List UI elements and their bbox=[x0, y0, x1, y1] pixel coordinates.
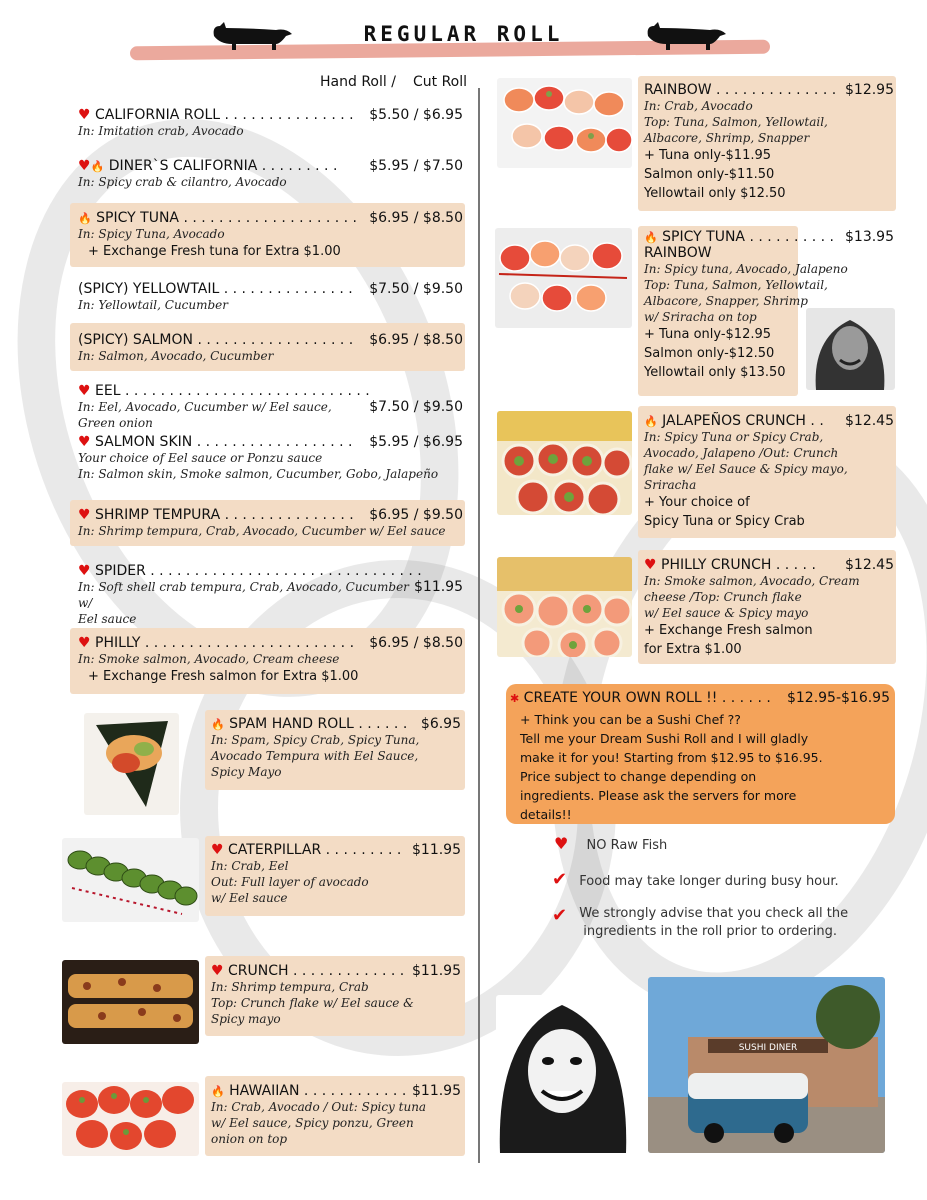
menu-item-hawaiian: 🔥 HAWAIIAN . . . . . . . . . . . . $11.95 In: Crab, Avocado / Out: Spicy tuna w/ Eel sauce, Spicy ponzu, Green onion on top bbox=[211, 1083, 461, 1146]
menu-item-spicy-tuna-rainbow: 🔥 SPICY TUNA . . . . . . . . . . $13.95 RAINBOW In: Spicy tuna, Avocado, Jalapeno Top: Tuna, Salmon, Yellowtail, Albacore, Snapper, Shrimp w/ Sriracha on top + Tuna only-$12.95 Salmon only-$12.50 Yellowtail only $13.50 bbox=[644, 229, 894, 380]
heart-icon: ♥ bbox=[78, 434, 91, 450]
menu-item-caterpillar: ♥ CATERPILLAR . . . . . . . . . $11.95 In: Crab, Eel Out: Full layer of avocado w/ Eel sauce bbox=[211, 842, 461, 905]
heart-icon: ♥ bbox=[78, 507, 91, 523]
page-title: REGULAR ROLL bbox=[363, 22, 564, 46]
heart-icon: ♥ bbox=[78, 107, 91, 123]
rainbow-roll-photo bbox=[497, 78, 632, 168]
check-icon: ✔ bbox=[552, 905, 568, 926]
crunch-roll-photo bbox=[62, 960, 199, 1044]
heart-icon: ♥ bbox=[78, 563, 91, 579]
menu-item-spicy-tuna: 🔥 SPICY TUNA . . . . . . . . . . . . . . . . . . . . $6.95 / $8.50 In: Spicy Tuna, Avocado + Exchange Fresh tuna for Extra $1.00 bbox=[78, 210, 463, 259]
restaurant-van-photo bbox=[648, 977, 885, 1153]
heart-icon: ♥ bbox=[211, 842, 224, 858]
fire-icon: 🔥 bbox=[644, 415, 658, 428]
menu-item-philly-crunch: ♥ PHILLY CRUNCH . . . . . $12.45 In: Smoke salmon, Avocado, Cream cheese /Top: Crunch flake w/ Eel sauce & Spicy mayo + Exchange Fresh salmon for Extra $1.00 bbox=[644, 557, 894, 657]
price: $7.50 / $9.50 bbox=[369, 399, 463, 415]
price: $12.95-$16.95 bbox=[786, 690, 890, 706]
menu-item-jalapenos-crunch: 🔥 JALAPEÑOS CRUNCH . . $12.45 In: Spicy Tuna or Spicy Crab, Avocado, Jalapeno /Out: Crunch flake w/ Eel Sauce & Spicy mayo, Sriracha + Your choice of Spicy Tuna or Spicy Crab bbox=[644, 413, 894, 529]
create-your-own-roll-box: ✱ CREATE YOUR OWN ROLL !! . . . . . . $12.95-$16.95 + Think you can be a Sushi Chef ?? Tell me your Dream Sushi Roll and I will gladly make it for you! Starting from $12.95 to $16.95. Price subject to change depending on ingredients. Please ask the servers for more details!! bbox=[506, 684, 895, 824]
note-check-ingredients: ✔ We strongly advise that you check all the ingredients in the roll prior to ordering. bbox=[552, 905, 849, 939]
price: $6.95 / $9.50 bbox=[369, 507, 463, 523]
fire-icon: 🔥 bbox=[90, 160, 105, 173]
note-busy-hour: ✔ Food may take longer during busy hour. bbox=[552, 869, 839, 890]
price: $6.95 / $8.50 bbox=[369, 635, 463, 651]
heart-icon: ♥ bbox=[211, 963, 224, 979]
fire-icon: 🔥 bbox=[211, 718, 225, 731]
column-header-hand-roll: Hand Roll / bbox=[320, 74, 396, 90]
dachshund-icon bbox=[640, 14, 730, 54]
restaurant-sign: SUSHI DINER bbox=[738, 1043, 798, 1053]
menu-item-crunch: ♥ CRUNCH . . . . . . . . . . . . . $11.95 In: Shrimp tempura, Crab Top: Crunch flake w/ Eel sauce & Spicy mayo bbox=[211, 963, 461, 1026]
jalapenos-crunch-photo bbox=[497, 411, 632, 515]
menu-item-california-roll: ♥ CALIFORNIA ROLL . . . . . . . . . . . . . . . $5.50 / $6.95 In: Imitation crab, Avocado bbox=[78, 107, 463, 138]
menu-item-rainbow: RAINBOW . . . . . . . . . . . . . . $12.95 In: Crab, Avocado Top: Tuna, Salmon, Yellowtail, Albacore, Shrimp, Snapper + Tuna only-$11.95 Salmon only-$11.50 Yellowtail only $12.50 bbox=[644, 82, 894, 201]
heart-icon: ♥ bbox=[554, 834, 569, 853]
hawaiian-roll-photo bbox=[62, 1082, 199, 1156]
price: $6.95 bbox=[420, 716, 461, 732]
menu-item-diners-california: ♥🔥 DINER`S CALIFORNIA . . . . . . . . . $5.95 / $7.50 In: Spicy crab & cilantro, Avocado bbox=[78, 158, 463, 189]
price: $11.95 bbox=[412, 842, 461, 858]
price: $12.95 bbox=[845, 82, 894, 98]
price: $11.95 bbox=[412, 1083, 461, 1099]
column-header-cut-roll: Cut Roll bbox=[413, 74, 468, 90]
fire-icon: 🔥 bbox=[211, 1085, 225, 1098]
check-icon: ✔ bbox=[552, 869, 568, 890]
price: $11.95 bbox=[414, 579, 463, 595]
menu-item-shrimp-tempura: ♥ SHRIMP TEMPURA . . . . . . . . . . . . . . . $6.95 / $9.50 In: Shrimp tempura, Crab, Avocado, Cucumber w/ Eel sauce bbox=[78, 507, 463, 538]
menu-item-spicy-yellowtail: (SPICY) YELLOWTAIL . . . . . . . . . . . . . . . $7.50 / $9.50 In: Yellowtail, Cucumber bbox=[78, 281, 463, 312]
heart-icon: ♥ bbox=[78, 635, 91, 651]
fire-icon: 🔥 bbox=[644, 231, 658, 244]
price: $5.50 / $6.95 bbox=[369, 107, 463, 123]
price: $6.95 / $8.50 bbox=[369, 210, 463, 226]
price: $12.45 bbox=[845, 557, 894, 573]
menu-item-salmon-skin: ♥ SALMON SKIN . . . . . . . . . . . . . . . . . . $5.95 / $6.95 Your choice of Eel sauce or Ponzu sauce In: Salmon skin, Smoke salmon, Cucumber, Gobo, Jalapeño bbox=[78, 434, 463, 481]
price: $5.95 / $7.50 bbox=[369, 158, 463, 174]
fire-icon: 🔥 bbox=[78, 212, 92, 225]
portrait-photo-small bbox=[806, 308, 895, 390]
price: $13.95 bbox=[845, 229, 894, 245]
price: $6.95 / $8.50 bbox=[369, 332, 463, 348]
menu-item-spicy-salmon: (SPICY) SALMON . . . . . . . . . . . . . . . . . . $6.95 / $8.50 In: Salmon, Avocado, Cucumber bbox=[78, 332, 463, 363]
asterisk-icon: ✱ bbox=[510, 692, 520, 705]
dachshund-icon bbox=[206, 14, 296, 54]
menu-item-spider: ♥ SPIDER . . . . . . . . . . . . . . . . . . . . . . . . . . . . . . . $11.95 In: Soft shell crab tempura, Crab, Avocado, Cucumber w/ Eel sauce bbox=[78, 563, 463, 626]
menu-item-eel: ♥ EEL . . . . . . . . . . . . . . . . . . . . . . . . . . . . $7.50 / $9.50 In: Eel, Avocado, Cucumber w/ Eel sauce, Green onion bbox=[78, 383, 463, 430]
heart-icon: ♥ bbox=[644, 557, 657, 573]
caterpillar-roll-photo bbox=[62, 838, 199, 922]
price: $5.95 / $6.95 bbox=[369, 434, 463, 450]
heart-icon: ♥ bbox=[78, 158, 91, 174]
column-divider bbox=[478, 88, 480, 1163]
price: $7.50 / $9.50 bbox=[369, 281, 463, 297]
spam-hand-roll-photo bbox=[84, 713, 179, 815]
philly-crunch-photo bbox=[497, 557, 632, 657]
price: $11.95 bbox=[412, 963, 461, 979]
price: $12.45 bbox=[845, 413, 894, 429]
spicy-tuna-rainbow-photo bbox=[495, 228, 632, 328]
heart-icon: ♥ bbox=[78, 383, 91, 399]
menu-item-spam-hand-roll: 🔥 SPAM HAND ROLL . . . . . . $6.95 In: Spam, Spicy Crab, Spicy Tuna, Avocado Tempura with Eel Sauce, Spicy Mayo bbox=[211, 716, 461, 779]
note-no-raw-fish: ♥ NO Raw Fish bbox=[554, 834, 668, 853]
portrait-photo-large bbox=[496, 995, 630, 1153]
menu-item-philly: ♥ PHILLY . . . . . . . . . . . . . . . . . . . . . . . . $6.95 / $8.50 In: Smoke salmon, Avocado, Cream cheese + Exchange Fresh salmon for Extra $1.00 bbox=[78, 635, 463, 684]
